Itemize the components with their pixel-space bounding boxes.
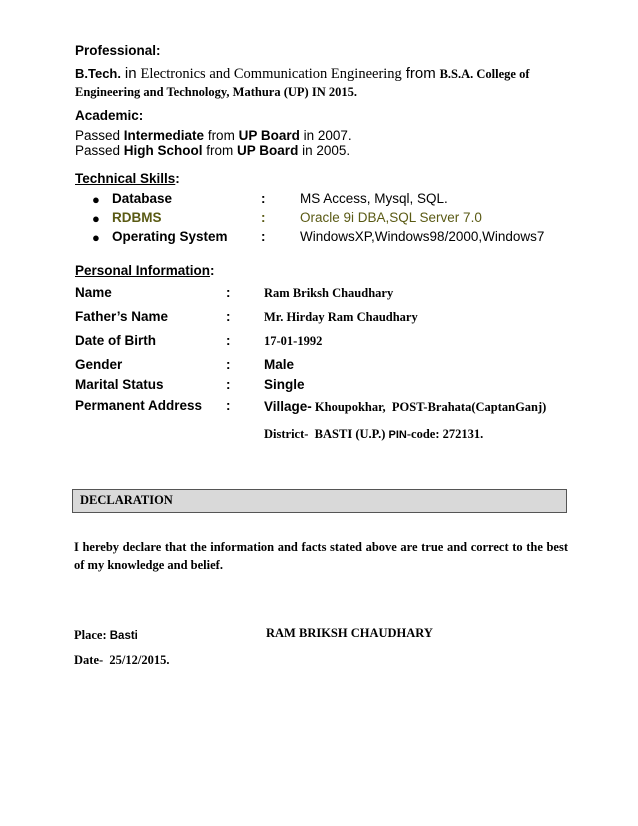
separator-father-name: : <box>226 309 231 324</box>
academic-l1-pre: Passed <box>75 128 124 143</box>
bullet-icon: ● <box>92 230 100 245</box>
place-value: Basti <box>109 630 138 642</box>
skill-value-os: WindowsXP,Windows98/2000,Windows7 <box>300 229 545 244</box>
value-gender: Male <box>264 357 295 372</box>
value-name: Ram Briksh Chaudhary <box>264 286 394 300</box>
label-name: Name <box>75 285 112 300</box>
place-label: Place: <box>74 628 110 642</box>
district-value: District- BASTI (U.P.) <box>264 427 389 441</box>
college-name-part-2: Engineering and Technology, Mathura (UP) IN 2015. <box>75 85 357 99</box>
academic-l1-qualification: Intermediate <box>123 128 205 143</box>
academic-l2-qualification: High School <box>123 143 203 158</box>
academic-l2-pre: Passed <box>75 143 124 158</box>
personal-heading-colon: : <box>210 263 215 278</box>
label-marital-status: Marital Status <box>75 377 164 392</box>
label-gender: Gender <box>75 357 123 372</box>
academic-l1-board: UP Board <box>238 128 300 143</box>
separator-dob: : <box>226 333 231 348</box>
professional-line-1 <box>75 65 530 83</box>
academic-l2-board: UP Board <box>237 143 299 158</box>
academic-l1-mid: from <box>204 128 239 143</box>
field-of-study: Electronics and Communication Engineering <box>140 66 402 82</box>
skill-separator: : <box>261 229 266 244</box>
bullet-icon: ● <box>92 211 100 226</box>
declaration-banner <box>72 489 567 513</box>
declaration-heading: DECLARATION <box>80 493 173 507</box>
professional-heading: Professional: <box>75 43 161 58</box>
skill-separator: : <box>261 191 266 206</box>
personal-heading-text: Personal Information <box>75 263 211 278</box>
academic-l2-year: in 2005. <box>298 143 351 158</box>
date-line: Date- 25/12/2015. <box>74 653 170 667</box>
academic-line-1 <box>75 128 352 143</box>
village-value: Khoupokhar, POST-Brahata(CaptanGanj) <box>311 400 547 414</box>
academic-l2-mid: from <box>202 143 238 158</box>
pin-value: -code: 272131. <box>406 427 484 441</box>
skills-heading <box>75 171 180 186</box>
declaration-text: I hereby declare that the information and facts stated above are true and correct to the best of my knowledge and belief. <box>74 540 568 572</box>
separator-marital-status: : <box>226 377 231 392</box>
skill-label-rdbms: RDBMS <box>112 210 162 225</box>
value-dob: 17-01-1992 <box>264 334 323 348</box>
from-word: from <box>405 65 436 82</box>
degree: B.Tech. <box>75 66 121 81</box>
value-father-name: Mr. Hirday Ram Chaudhary <box>264 310 418 324</box>
address-line-2 <box>264 425 483 443</box>
academic-heading: Academic: <box>75 108 144 123</box>
village-label: Village- <box>264 399 312 414</box>
label-dob: Date of Birth <box>75 333 156 348</box>
label-permanent-address: Permanent Address <box>75 398 203 413</box>
separator-permanent-address: : <box>226 398 231 413</box>
value-marital-status: Single <box>264 377 305 392</box>
signature-name: RAM BRIKSH CHAUDHARY <box>266 626 433 640</box>
skill-separator: : <box>261 210 266 225</box>
skills-heading-text: Technical Skills <box>75 171 176 186</box>
skill-label-os: Operating System <box>112 229 228 244</box>
label-father-name: Father’s Name <box>75 309 169 324</box>
pin-label: PIN <box>388 429 407 441</box>
academic-line-2 <box>75 143 350 158</box>
skill-value-rdbms: Oracle 9i DBA,SQL Server 7.0 <box>300 210 482 225</box>
skills-heading-colon: : <box>175 171 180 186</box>
bullet-icon: ● <box>92 192 100 207</box>
academic-l1-year: in 2007. <box>299 128 352 143</box>
address-line-1 <box>264 398 546 416</box>
personal-heading <box>75 263 215 278</box>
skill-value-database: MS Access, Mysql, SQL. <box>300 191 448 206</box>
skill-label-database: Database <box>112 191 173 206</box>
place-line <box>74 626 138 644</box>
in-word: in <box>124 65 137 82</box>
college-name-part-1: B.S.A. College of <box>439 67 530 81</box>
separator-name: : <box>226 285 231 300</box>
separator-gender: : <box>226 357 231 372</box>
